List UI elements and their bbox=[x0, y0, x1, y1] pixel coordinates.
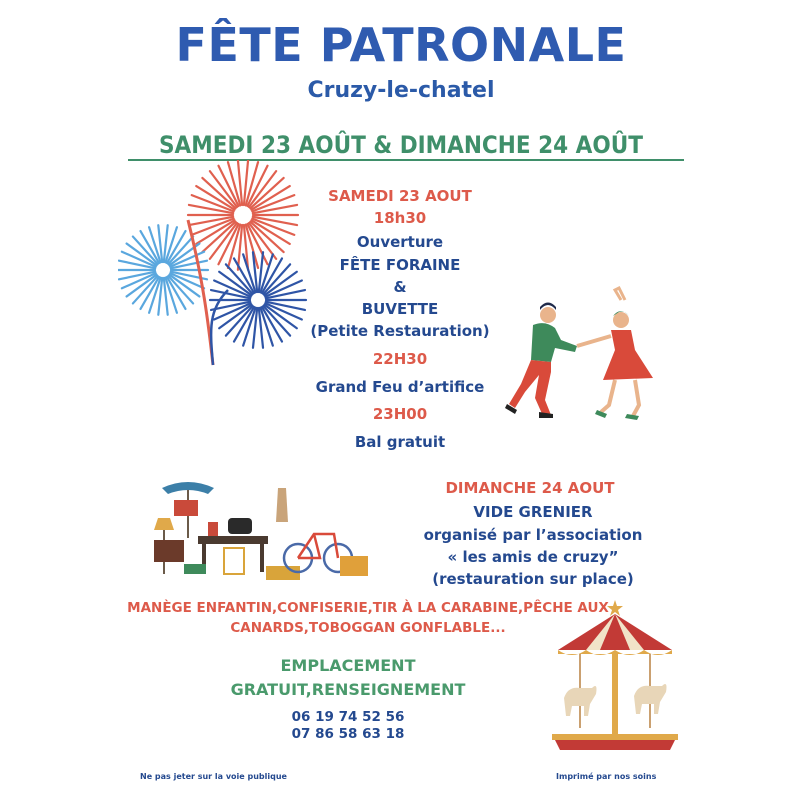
saturday-heading: SAMEDI 23 AOUT bbox=[328, 187, 472, 205]
saturday-time-3: 23H00 bbox=[372, 405, 428, 423]
poster-title: FÊTE PATRONALE bbox=[175, 18, 627, 72]
flea-market-illustration bbox=[148, 478, 378, 588]
sunday-line-4: (restauration sur place) bbox=[432, 570, 634, 588]
saturday-line-1: Ouverture bbox=[356, 233, 444, 251]
saturday-line-3: & bbox=[393, 278, 407, 296]
phone-1[interactable]: 06 19 74 52 56 bbox=[291, 709, 405, 725]
emplacement-line-2: GRATUIT,RENSEIGNEMENT bbox=[230, 680, 466, 699]
saturday-line-6: Grand Feu d’artifice bbox=[315, 378, 485, 396]
sunday-line-3: « les amis de cruzy” bbox=[447, 548, 619, 566]
footer-left: Ne pas jeter sur la voie publique bbox=[140, 772, 287, 781]
saturday-line-4: BUVETTE bbox=[361, 300, 439, 318]
saturday-line-5: (Petite Restauration) bbox=[310, 322, 490, 340]
sunday-line-2: organisé par l’association bbox=[423, 526, 643, 544]
sunday-heading: DIMANCHE 24 AOUT bbox=[445, 479, 615, 497]
footer-right: Imprimé par nos soins bbox=[556, 772, 657, 781]
carousel-illustration bbox=[550, 598, 680, 763]
sunday-line-1: VIDE GRENIER bbox=[473, 503, 593, 521]
dancing-couple-illustration bbox=[503, 280, 663, 430]
event-dates: SAMEDI 23 AOÛT & DIMANCHE 24 AOÛT bbox=[158, 131, 643, 159]
saturday-time-1: 18h30 bbox=[373, 209, 427, 227]
attractions-line-2: CANARDS,TOBOGGAN GONFLABLE... bbox=[230, 620, 506, 636]
attractions-line-1: MANÈGE ENFANTIN,CONFISERIE,TIR À LA CARABINE,PÊCHE AUX bbox=[127, 600, 609, 616]
saturday-line-7: Bal gratuit bbox=[354, 433, 446, 451]
emplacement-line-1: EMPLACEMENT bbox=[280, 656, 416, 675]
saturday-line-2: FÊTE FORAINE bbox=[339, 256, 461, 274]
poster bbox=[118, 0, 684, 800]
phone-2[interactable]: 07 86 58 63 18 bbox=[291, 726, 405, 742]
poster-subtitle: Cruzy-le-chatel bbox=[307, 78, 495, 103]
saturday-time-2: 22H30 bbox=[372, 350, 428, 368]
